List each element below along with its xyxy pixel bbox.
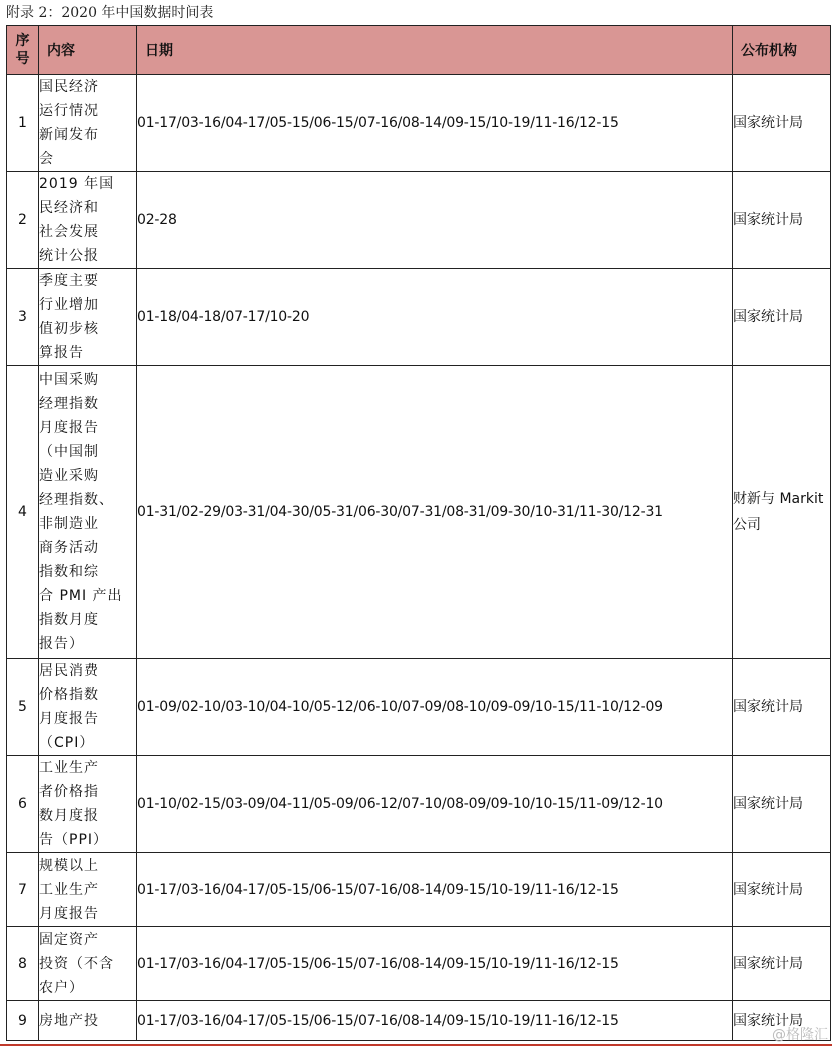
footer-rule xyxy=(0,1044,832,1046)
content-line: 社会发展 xyxy=(39,224,99,240)
content-line: 行业增加 xyxy=(39,297,99,313)
content-line: 工业生产 xyxy=(39,760,99,776)
row-content xyxy=(39,659,137,756)
table-row xyxy=(7,172,831,269)
content-line: 运行情况 xyxy=(39,103,99,119)
row-number: 5 xyxy=(7,659,39,756)
content-line: 固定资产 xyxy=(39,931,99,948)
row-content xyxy=(39,853,137,927)
content-line: 者价格指 xyxy=(39,784,99,800)
data-schedule-table xyxy=(6,25,831,1041)
row-number: 4 xyxy=(7,366,39,659)
content-line: 房地产投 xyxy=(39,1012,99,1029)
row-number: 7 xyxy=(7,853,39,927)
row-publisher: 国家统计局 xyxy=(733,853,831,927)
content-line: 商务活动 xyxy=(39,540,99,556)
row-dates: 01-17/03-16/04-17/05-15/06-15/07-16/08-14/09-15/10-19/11-16/12-15 xyxy=(137,853,733,927)
table-caption: 附录 2：2020 年中国数据时间表 xyxy=(6,5,214,21)
header-date: 日期 xyxy=(137,26,733,75)
row-dates: 01-09/02-10/03-10/04-10/05-12/06-10/07-09/08-10/09-09/10-15/11-10/12-09 xyxy=(137,659,733,756)
row-number: 1 xyxy=(7,75,39,172)
row-dates: 01-17/03-16/04-17/05-15/06-15/07-16/08-14/09-15/10-19/11-16/12-15 xyxy=(137,1001,733,1041)
row-content xyxy=(39,756,137,853)
row-dates: 01-31/02-29/03-31/04-30/05-31/06-30/07-31/08-31/09-30/10-31/11-30/12-31 xyxy=(137,366,733,659)
row-publisher: 国家统计局 xyxy=(733,172,831,269)
content-line: 居民消费 xyxy=(39,663,99,679)
row-dates: 01-17/03-16/04-17/05-15/06-15/07-16/08-14/09-15/10-19/11-16/12-15 xyxy=(137,75,733,172)
table-row xyxy=(7,659,831,756)
row-publisher: 国家统计局 xyxy=(733,927,831,1001)
content-line: 季度主要 xyxy=(39,273,99,289)
content-line: 月度报告 xyxy=(39,905,99,922)
row-publisher: 国家统计局 xyxy=(733,1001,831,1041)
content-line: 中国采购 xyxy=(39,372,99,388)
table-row xyxy=(7,269,831,366)
content-line: 告（PPI） xyxy=(39,832,109,848)
row-publisher: 国家统计局 xyxy=(733,756,831,853)
content-line: （中国制 xyxy=(39,444,99,460)
content-line: 新闻发布 xyxy=(39,127,99,143)
row-dates: 01-10/02-15/03-09/04-11/05-09/06-12/07-10/08-09/09-10/10-15/11-09/12-10 xyxy=(137,756,733,853)
content-line: 经理指数 xyxy=(39,396,99,412)
table-row xyxy=(7,366,831,659)
content-line: 规模以上 xyxy=(39,857,99,874)
row-publisher: 财新与 Markit 公司 xyxy=(733,366,831,659)
row-content xyxy=(39,269,137,366)
content-line: 统计公报 xyxy=(39,248,99,264)
header-content: 内容 xyxy=(39,26,137,75)
content-line: （CPI） xyxy=(39,735,95,751)
row-publisher: 国家统计局 xyxy=(733,659,831,756)
table-row xyxy=(7,75,831,172)
row-content xyxy=(39,927,137,1001)
content-line: 非制造业 xyxy=(39,516,99,532)
row-number: 8 xyxy=(7,927,39,1001)
table-row xyxy=(7,853,831,927)
table-row xyxy=(7,927,831,1001)
row-content xyxy=(39,366,137,659)
content-line: 月度报告 xyxy=(39,420,99,436)
content-line: 工业生产 xyxy=(39,881,99,898)
row-publisher: 国家统计局 xyxy=(733,269,831,366)
header-no-char: 号 xyxy=(15,51,30,67)
content-line: 合 PMI 产出 xyxy=(39,588,123,604)
content-line: 数月度报 xyxy=(39,808,99,824)
content-line: 会 xyxy=(39,151,54,167)
header-no-char: 序 xyxy=(15,33,30,49)
table-row xyxy=(7,1001,831,1041)
row-dates: 01-18/04-18/07-17/10-20 xyxy=(137,269,733,366)
row-number: 2 xyxy=(7,172,39,269)
row-content xyxy=(39,172,137,269)
content-line: 民经济和 xyxy=(39,200,99,216)
content-line: 2019 年国 xyxy=(39,176,115,192)
row-number: 6 xyxy=(7,756,39,853)
row-publisher: 国家统计局 xyxy=(733,75,831,172)
content-line: 指数月度 xyxy=(39,612,99,628)
content-line: 农户） xyxy=(39,979,84,996)
row-dates: 02-28 xyxy=(137,172,733,269)
row-content xyxy=(39,75,137,172)
content-line: 月度报告 xyxy=(39,711,99,727)
content-line: 指数和综 xyxy=(39,564,99,580)
content-line: 经理指数、 xyxy=(39,492,114,508)
header-publisher: 公布机构 xyxy=(733,26,831,75)
content-line: 价格指数 xyxy=(39,687,99,703)
header-no xyxy=(7,26,39,75)
row-content xyxy=(39,1001,137,1041)
content-line: 造业采购 xyxy=(39,468,99,484)
table-row xyxy=(7,756,831,853)
content-line: 算报告 xyxy=(39,345,84,361)
watermark: @格隆汇 xyxy=(772,1027,828,1043)
content-line: 投资（不含 xyxy=(39,955,114,972)
row-dates: 01-17/03-16/04-17/05-15/06-15/07-16/08-14/09-15/10-19/11-16/12-15 xyxy=(137,927,733,1001)
table-header-row xyxy=(7,26,831,75)
row-number: 3 xyxy=(7,269,39,366)
content-line: 值初步核 xyxy=(39,321,99,337)
content-line: 国民经济 xyxy=(39,79,99,95)
content-line: 报告） xyxy=(39,636,84,652)
row-number: 9 xyxy=(7,1001,39,1041)
